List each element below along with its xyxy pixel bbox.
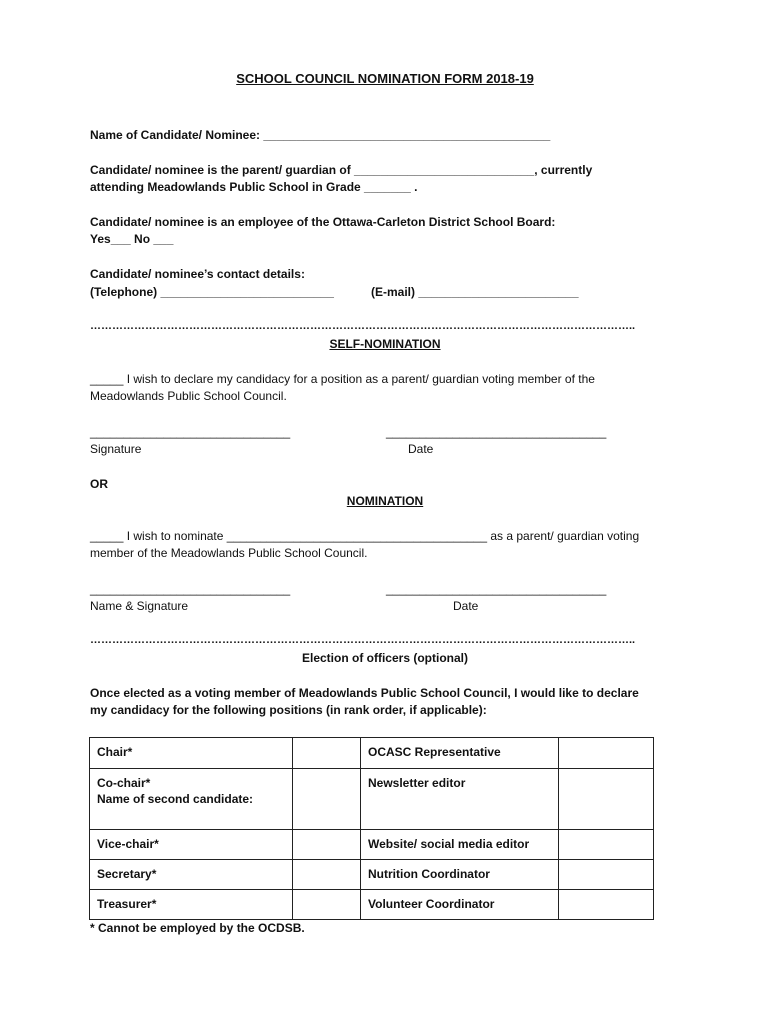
or-label: OR bbox=[90, 477, 108, 491]
self-date-label: Date bbox=[408, 442, 434, 456]
position-newsletter-editor: Newsletter editor bbox=[361, 769, 559, 830]
position-chair: Chair* bbox=[90, 738, 293, 769]
rank-cell-volunteer-coordinator[interactable] bbox=[559, 890, 654, 920]
dotted-separator: ………………………………………………………………………………………………………………………………….. bbox=[90, 320, 636, 332]
employee-question: Candidate/ nominee is an employee of the Ottawa-Carleton District School Board: bbox=[90, 215, 556, 229]
table-row bbox=[90, 830, 654, 860]
election-intro-cont: my candidacy for the following positions (in rank order, if applicable): bbox=[90, 703, 487, 717]
self-signature-label: Signature bbox=[90, 442, 142, 456]
position-secretary: Secretary* bbox=[90, 860, 293, 890]
rank-cell-website-social-media-editor[interactable] bbox=[559, 830, 654, 860]
election-heading: Election of officers (optional) bbox=[301, 651, 468, 665]
self-nomination-statement-cont: Meadowlands Public School Council. bbox=[90, 389, 287, 403]
table-row bbox=[90, 890, 654, 920]
table-row bbox=[90, 769, 654, 830]
nomination-date-label: Date bbox=[453, 599, 479, 613]
election-intro: Once elected as a voting member of Meadowlands Public School Council, I would like to declare bbox=[90, 686, 639, 700]
position-co-chair-label: Co-chair* bbox=[97, 776, 151, 790]
telephone-field[interactable]: (Telephone) __________________________ bbox=[90, 285, 334, 299]
self-date-line[interactable]: _________________________________ bbox=[386, 425, 607, 439]
table-row bbox=[90, 738, 654, 769]
page-title: SCHOOL COUNCIL NOMINATION FORM 2018-19 bbox=[236, 71, 534, 86]
position-ocasc-representative: OCASC Representative bbox=[361, 738, 559, 769]
self-nomination-heading: SELF-NOMINATION bbox=[329, 337, 441, 351]
rank-cell-nutrition-coordinator[interactable] bbox=[559, 860, 654, 890]
position-website-social-media-editor: Website/ social media editor bbox=[361, 830, 559, 860]
position-treasurer: Treasurer* bbox=[90, 890, 293, 920]
grade-line[interactable]: attending Meadowlands Public School in Grade _______ . bbox=[90, 180, 418, 194]
footnote: * Cannot be employed by the OCDSB. bbox=[90, 921, 305, 935]
positions-table bbox=[89, 737, 654, 920]
nomination-date-line[interactable]: _________________________________ bbox=[386, 582, 607, 596]
nominator-signature-line[interactable]: ______________________________ bbox=[90, 582, 291, 596]
nomination-statement[interactable]: _____ I wish to nominate _______________________________________ as a parent/ guardian voting bbox=[90, 529, 640, 543]
position-nutrition-coordinator: Nutrition Coordinator bbox=[361, 860, 559, 890]
position-co-chair bbox=[90, 769, 293, 830]
self-signature-line[interactable]: ______________________________ bbox=[90, 425, 291, 439]
rank-cell-secretary[interactable] bbox=[293, 860, 361, 890]
employee-yes-no-field[interactable]: Yes___ No ___ bbox=[90, 232, 174, 246]
dotted-separator-2: ………………………………………………………………………………………………………………………………….. bbox=[90, 634, 636, 646]
nomination-statement-cont: member of the Meadowlands Public School Council. bbox=[90, 546, 368, 560]
candidate-name-field[interactable]: Name of Candidate/ Nominee: ___________________________________________ bbox=[90, 128, 551, 142]
rank-cell-newsletter-editor[interactable] bbox=[559, 769, 654, 830]
rank-cell-chair[interactable] bbox=[293, 738, 361, 769]
email-field[interactable]: (E-mail) ________________________ bbox=[371, 285, 579, 299]
rank-cell-vice-chair[interactable] bbox=[293, 830, 361, 860]
contact-heading: Candidate/ nominee’s contact details: bbox=[90, 267, 305, 281]
nominator-signature-label: Name & Signature bbox=[90, 599, 189, 613]
position-volunteer-coordinator: Volunteer Coordinator bbox=[361, 890, 559, 920]
position-vice-chair: Vice-chair* bbox=[90, 830, 293, 860]
rank-cell-co-chair[interactable] bbox=[293, 769, 361, 830]
rank-cell-ocasc-representative[interactable] bbox=[559, 738, 654, 769]
table-row bbox=[90, 860, 654, 890]
rank-cell-treasurer[interactable] bbox=[293, 890, 361, 920]
parent-guardian-line[interactable]: Candidate/ nominee is the parent/ guardian of ___________________________, currently bbox=[90, 163, 593, 177]
second-candidate-label: Name of second candidate: bbox=[97, 792, 254, 806]
self-nomination-statement[interactable]: _____ I wish to declare my candidacy for a position as a parent/ guardian voting member of the bbox=[90, 372, 595, 386]
nomination-heading: NOMINATION bbox=[346, 494, 424, 508]
